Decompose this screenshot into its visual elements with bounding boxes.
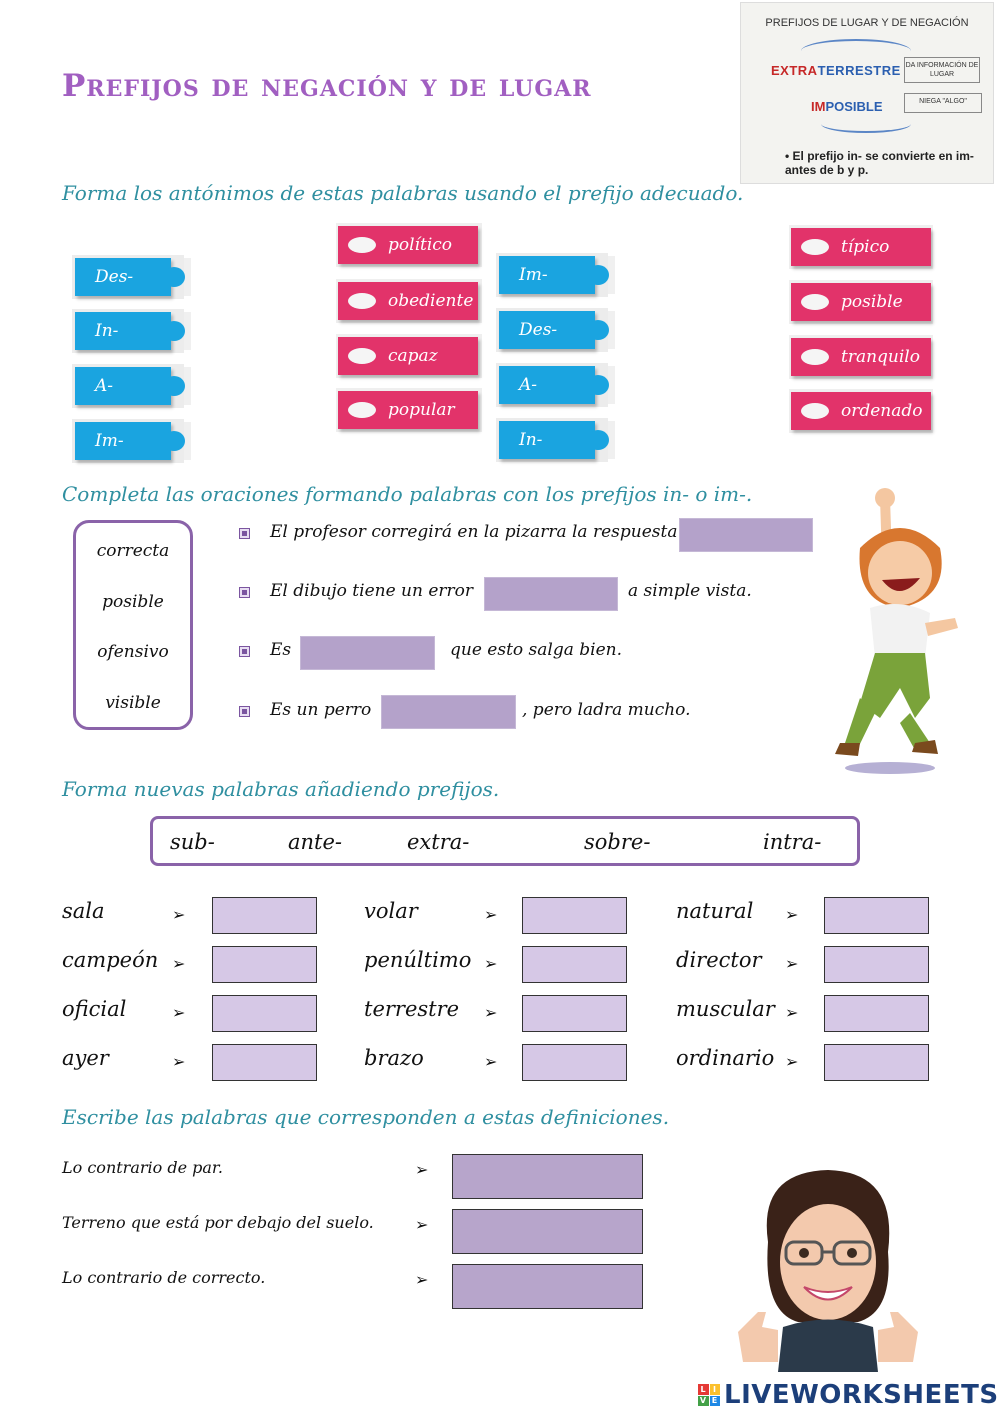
base-word: sala <box>62 899 105 923</box>
answer-input-new-word[interactable] <box>824 1044 929 1081</box>
base-word: volar <box>364 899 418 923</box>
logo-letter: E <box>710 1396 721 1407</box>
prefix-piece-label: Im- <box>519 265 548 285</box>
reference-rule: • El prefijo in- se convierte en im- antes de b y p. <box>785 149 974 177</box>
section4-instruction: Escribe las palabras que corresponden a estas definiciones. <box>62 1105 670 1129</box>
answer-input-new-word[interactable] <box>824 995 929 1032</box>
arc-decoration <box>801 39 911 63</box>
prefix-piece-label: In- <box>519 430 543 450</box>
section1-instruction: Forma los antónimos de estas palabras usando el prefijo adecuado. <box>62 181 744 205</box>
puzzle-knob-icon <box>587 265 609 285</box>
section3-instruction: Forma nuevas palabras añadiendo prefijos. <box>62 777 500 801</box>
base-word: director <box>676 948 762 972</box>
prefix-piece-label: A- <box>95 376 114 396</box>
reference-word-extraterrestre <box>771 63 901 78</box>
prefix-piece-label: Im- <box>95 431 124 451</box>
reference-note-niega: NIEGA "ALGO" <box>904 93 982 113</box>
root-posible: POSIBLE <box>825 99 883 114</box>
arrow-icon: ➢ <box>172 954 186 973</box>
bullet-icon <box>239 646 250 657</box>
base-word: ayer <box>62 1046 109 1070</box>
prefix-sobre: sobre- <box>584 830 651 854</box>
logo-letter: V <box>699 1396 707 1406</box>
answer-input-new-word[interactable] <box>212 1044 317 1081</box>
prefix-piece[interactable] <box>75 258 171 296</box>
word-piece[interactable] <box>338 391 478 429</box>
puzzle-hole-icon <box>801 349 829 365</box>
prefix-piece-label: A- <box>519 375 538 395</box>
prefix-piece[interactable] <box>499 421 595 459</box>
arrow-icon: ➢ <box>172 1003 186 1022</box>
prefix-piece-label: Des- <box>95 267 134 287</box>
definition-2: Terreno que está por debajo del suelo. <box>62 1213 374 1232</box>
sentence-4-after: , pero ladra mucho. <box>522 700 691 720</box>
sentence-3-after: que esto salga bien. <box>450 640 623 660</box>
word-piece-label: típico <box>841 237 890 257</box>
puzzle-knob-icon <box>163 321 185 341</box>
base-word: terrestre <box>364 997 460 1021</box>
word-piece-label: ordenado <box>841 401 923 421</box>
word-bank-item: ofensivo <box>97 642 169 662</box>
jumping-boy-illustration <box>820 488 970 778</box>
puzzle-hole-icon <box>801 403 829 419</box>
word-piece[interactable] <box>791 228 931 266</box>
puzzle-knob-icon <box>587 375 609 395</box>
puzzle-hole-icon <box>348 293 376 309</box>
puzzle-hole-icon <box>348 237 376 253</box>
answer-input-new-word[interactable] <box>522 1044 627 1081</box>
definition-3: Lo contrario de correcto. <box>62 1268 266 1287</box>
prefix-piece-label: Des- <box>519 320 558 340</box>
base-word: natural <box>676 899 754 923</box>
answer-input-new-word[interactable] <box>522 946 627 983</box>
answer-input-new-word[interactable] <box>824 946 929 983</box>
puzzle-knob-icon <box>587 320 609 340</box>
arrow-icon: ➢ <box>415 1215 429 1234</box>
answer-input-sentence-2[interactable] <box>484 577 618 611</box>
reference-word-imposible <box>811 99 883 114</box>
logo-letter: I <box>710 1384 721 1395</box>
answer-input-definition-3[interactable] <box>452 1264 643 1309</box>
answer-input-new-word[interactable] <box>212 897 317 934</box>
word-piece[interactable] <box>791 283 931 321</box>
prefix-piece[interactable] <box>75 367 171 405</box>
answer-input-sentence-1[interactable] <box>679 518 813 552</box>
answer-input-new-word[interactable] <box>824 897 929 934</box>
word-piece[interactable] <box>338 226 478 264</box>
puzzle-hole-icon <box>348 348 376 364</box>
answer-input-sentence-3[interactable] <box>300 636 435 670</box>
arrow-icon: ➢ <box>415 1160 429 1179</box>
prefix-piece[interactable] <box>75 312 171 350</box>
arrow-icon: ➢ <box>785 954 799 973</box>
puzzle-hole-icon <box>801 294 829 310</box>
bullet-icon <box>239 528 250 539</box>
answer-input-new-word[interactable] <box>522 897 627 934</box>
prefix-intra: intra- <box>763 830 822 854</box>
bullet-icon <box>239 587 250 598</box>
base-word: muscular <box>676 997 775 1021</box>
sentence-1-before: El profesor corregirá en la pizarra la respuesta <box>270 522 678 542</box>
logo-grid-icon <box>698 1384 720 1406</box>
sentence-4-before: Es un perro <box>270 700 372 720</box>
prefix-piece-label: In- <box>95 321 119 341</box>
puzzle-knob-icon <box>163 376 185 396</box>
answer-input-new-word[interactable] <box>522 995 627 1032</box>
sentence-2-before: El dibujo tiene un error <box>270 581 474 601</box>
puzzle-knob-icon <box>163 267 185 287</box>
base-word: oficial <box>62 997 127 1021</box>
prefix-piece[interactable] <box>499 256 595 294</box>
arrow-icon: ➢ <box>172 905 186 924</box>
word-piece-label: obediente <box>388 291 474 311</box>
puzzle-hole-icon <box>348 402 376 418</box>
puzzle-hole-icon <box>801 239 829 255</box>
page-title: Prefijos de negación y de lugar <box>62 68 592 104</box>
prefix-im: IM <box>811 99 826 114</box>
word-bank-item: correcta <box>96 541 170 561</box>
logo-letter: L <box>698 1384 709 1395</box>
prefix-ante: ante- <box>288 830 343 854</box>
answer-input-definition-1[interactable] <box>452 1154 643 1199</box>
answer-input-new-word[interactable] <box>212 946 317 983</box>
arrow-icon: ➢ <box>484 954 498 973</box>
base-word: brazo <box>364 1046 424 1070</box>
arc-decoration <box>821 115 911 133</box>
word-bank-item: posible <box>102 592 164 612</box>
arrow-icon: ➢ <box>785 905 799 924</box>
base-word: campeón <box>62 948 159 972</box>
word-piece[interactable] <box>791 392 931 430</box>
prefix-sub: sub- <box>170 830 215 854</box>
prefix-extra: EXTRA <box>771 63 818 78</box>
arrow-icon: ➢ <box>172 1052 186 1071</box>
arrow-icon: ➢ <box>484 905 498 924</box>
word-piece[interactable] <box>338 282 478 320</box>
puzzle-knob-icon <box>163 431 185 451</box>
word-bank-item: visible <box>105 693 161 713</box>
bullet-icon <box>239 706 250 717</box>
prefix-piece[interactable] <box>499 366 595 404</box>
word-piece-label: posible <box>841 292 903 312</box>
base-word: penúltimo <box>364 948 472 972</box>
logo-text: LIVEWORKSHEETS <box>724 1380 999 1410</box>
prefix-extra: extra- <box>407 830 470 854</box>
arrow-icon: ➢ <box>415 1270 429 1289</box>
arrow-icon: ➢ <box>484 1003 498 1022</box>
sentence-3-before: Es <box>270 640 292 660</box>
prefix-piece[interactable] <box>75 422 171 460</box>
answer-input-definition-2[interactable] <box>452 1209 643 1254</box>
reference-heading: PREFIJOS DE LUGAR Y DE NEGACIÓN <box>765 17 969 29</box>
teacher-thumbs-up-illustration <box>728 1162 928 1372</box>
word-piece-label: popular <box>388 400 455 420</box>
word-piece-label: político <box>388 235 453 255</box>
word-piece-label: tranquilo <box>841 347 920 367</box>
sentence-2-after: a simple vista. <box>628 581 752 601</box>
base-word: ordinario <box>676 1046 775 1070</box>
section2-instruction: Completa las oraciones formando palabras con los prefijos in- o im-. <box>62 482 753 506</box>
puzzle-knob-icon <box>587 430 609 450</box>
word-piece[interactable] <box>791 338 931 376</box>
prefix-bank <box>150 816 860 866</box>
word-piece-label: capaz <box>388 346 438 366</box>
reference-note-lugar: DA INFORMACIÓN DE LUGAR <box>904 57 980 83</box>
arrow-icon: ➢ <box>785 1003 799 1022</box>
root-terrestre: TERRESTRE <box>817 63 901 78</box>
answer-input-new-word[interactable] <box>212 995 317 1032</box>
answer-input-sentence-4[interactable] <box>381 695 516 729</box>
word-piece[interactable] <box>338 337 478 375</box>
word-bank <box>73 520 193 730</box>
prefix-piece[interactable] <box>499 311 595 349</box>
arrow-icon: ➢ <box>785 1052 799 1071</box>
reference-card <box>740 2 994 184</box>
arrow-icon: ➢ <box>484 1052 498 1071</box>
definition-1: Lo contrario de par. <box>62 1158 223 1177</box>
